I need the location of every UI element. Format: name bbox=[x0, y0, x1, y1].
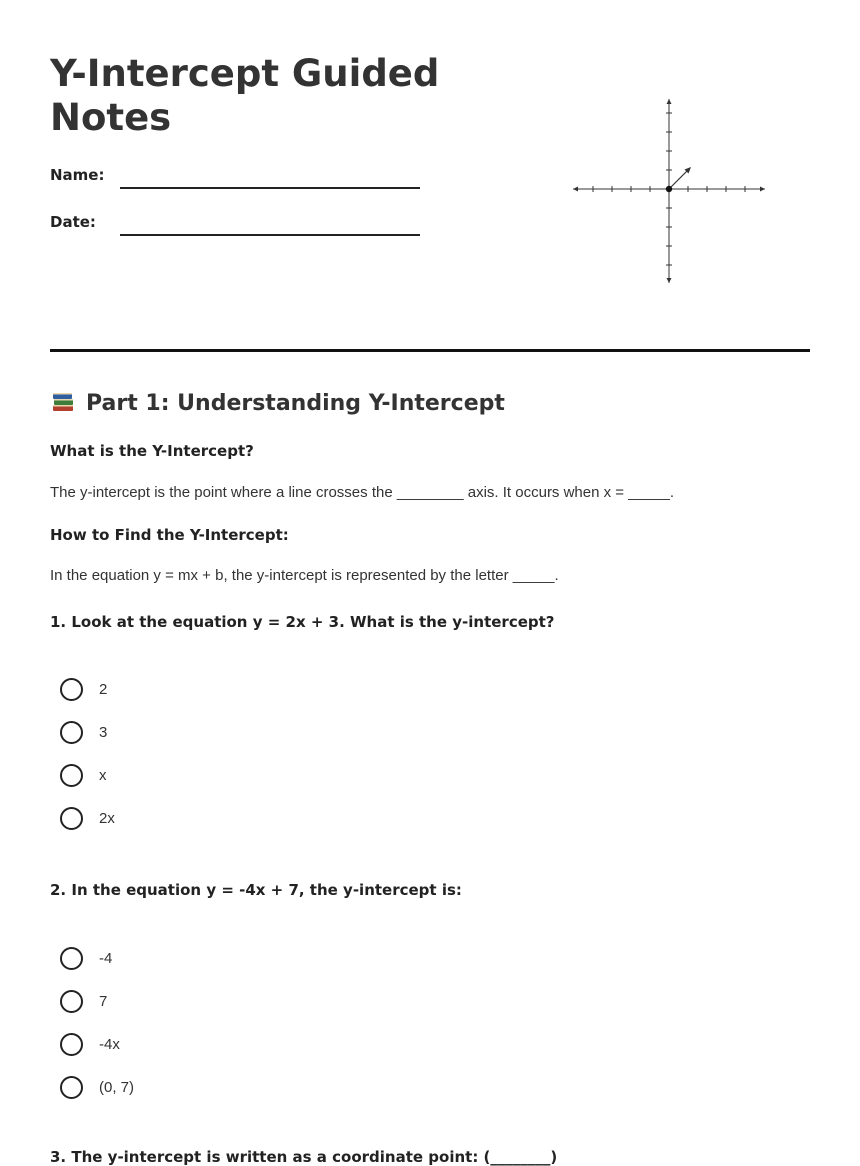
how-heading: How to Find the Y-Intercept: bbox=[50, 526, 289, 544]
name-label: Name: bbox=[50, 166, 105, 184]
what-heading: What is the Y-Intercept? bbox=[50, 442, 254, 460]
coordinate-plane-icon bbox=[565, 95, 775, 290]
page-title: Y-Intercept Guided Notes bbox=[50, 52, 440, 139]
q1-option-a[interactable] bbox=[60, 676, 107, 702]
radio-button[interactable] bbox=[60, 764, 83, 787]
option-label: -4 bbox=[99, 949, 113, 967]
how-text: In the equation y = mx + b, the y-intercept is represented by the letter _____. bbox=[50, 567, 559, 584]
radio-button[interactable] bbox=[60, 721, 83, 744]
question-3: 3. The y-intercept is written as a coordinate point: (________) bbox=[50, 1148, 558, 1166]
q2-option-a[interactable] bbox=[60, 945, 112, 971]
q1-option-d[interactable] bbox=[60, 805, 115, 831]
option-label: -4x bbox=[99, 1035, 120, 1053]
question-1: 1. Look at the equation y = 2x + 3. What is the y-intercept? bbox=[50, 613, 555, 631]
option-label: 2 bbox=[99, 680, 108, 698]
radio-button[interactable] bbox=[60, 807, 83, 830]
part1-title bbox=[50, 388, 505, 416]
q2-option-b[interactable] bbox=[60, 988, 107, 1014]
q1-option-c[interactable] bbox=[60, 762, 107, 788]
option-label: (0, 7) bbox=[99, 1078, 135, 1096]
part1-title-text: Part 1: Understanding Y-Intercept bbox=[86, 391, 505, 416]
radio-button[interactable] bbox=[60, 678, 83, 701]
radio-button[interactable] bbox=[60, 1033, 83, 1056]
q2-option-c[interactable] bbox=[60, 1031, 120, 1057]
option-label: 3 bbox=[99, 723, 108, 741]
radio-button[interactable] bbox=[60, 1076, 83, 1099]
date-label: Date: bbox=[50, 213, 96, 231]
option-label: 7 bbox=[99, 992, 108, 1010]
section-divider bbox=[50, 349, 810, 352]
radio-button[interactable] bbox=[60, 990, 83, 1013]
radio-button[interactable] bbox=[60, 947, 83, 970]
books-icon bbox=[50, 388, 76, 414]
option-label: 2x bbox=[99, 809, 115, 827]
q1-option-b[interactable] bbox=[60, 719, 107, 745]
date-field[interactable] bbox=[120, 234, 420, 236]
question-2: 2. In the equation y = -4x + 7, the y-intercept is: bbox=[50, 881, 462, 899]
option-label: x bbox=[99, 766, 107, 784]
name-field[interactable] bbox=[120, 187, 420, 189]
q2-option-d[interactable] bbox=[60, 1074, 134, 1100]
what-text: The y-intercept is the point where a line crosses the ________ axis. It occurs when x = _____. bbox=[50, 484, 675, 501]
